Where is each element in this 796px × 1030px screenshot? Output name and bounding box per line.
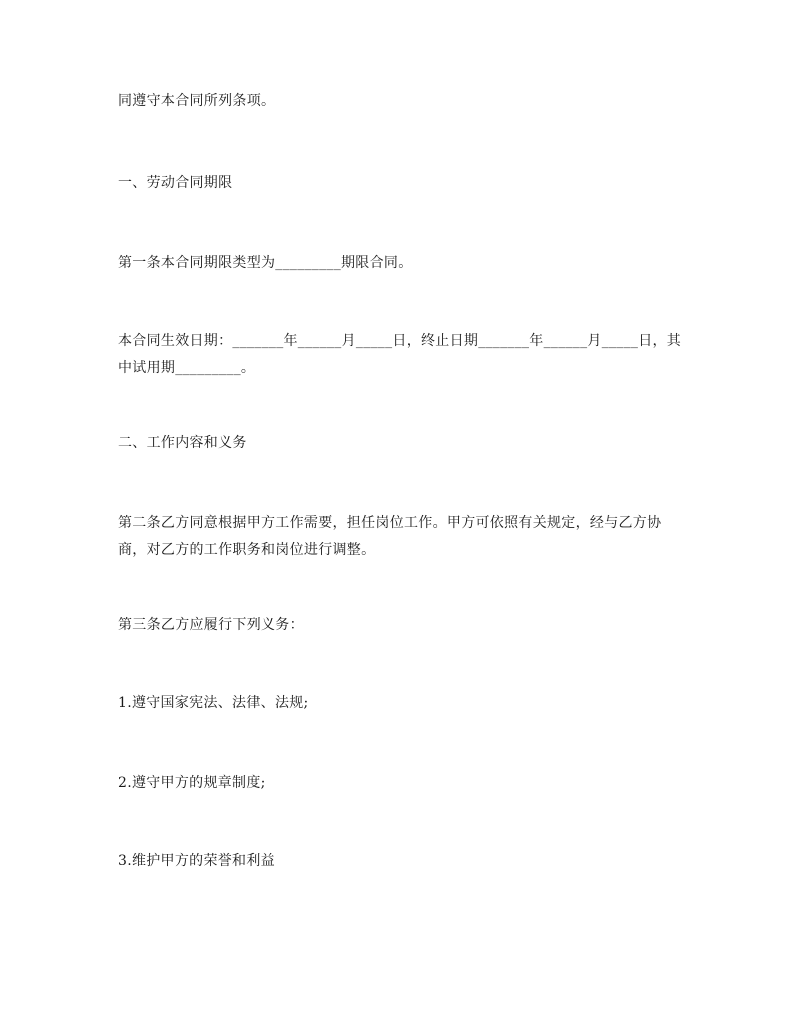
heading-contract-term: 一、劳动合同期限 (118, 175, 233, 191)
list-item-obligation-2: 2.遵守甲方的规章制度; (118, 775, 266, 791)
paragraph-intro: 同遵守本合同所列条项。 (118, 93, 276, 109)
heading-work-content: 二、工作内容和义务 (118, 435, 247, 451)
list-item-obligation-1: 1.遵守国家宪法、法律、法规; (118, 695, 309, 711)
paragraph-article-1: 第一条本合同期限类型为_________期限合同。 (118, 255, 413, 271)
paragraph-effective-dates: 本合同生效日期：_______年______月_____日，终止日期_______年______月_____日，其中试用期_________。 (118, 333, 682, 376)
paragraph-article-3: 第三条乙方应履行下列义务： (118, 617, 304, 633)
list-item-obligation-3: 3.维护甲方的荣誉和利益 (118, 853, 275, 869)
paragraph-article-2: 第二条乙方同意根据甲方工作需要，担任岗位工作。甲方可依照有关规定，经与乙方协商，对乙方的工作职务和岗位进行调整。 (118, 515, 662, 558)
